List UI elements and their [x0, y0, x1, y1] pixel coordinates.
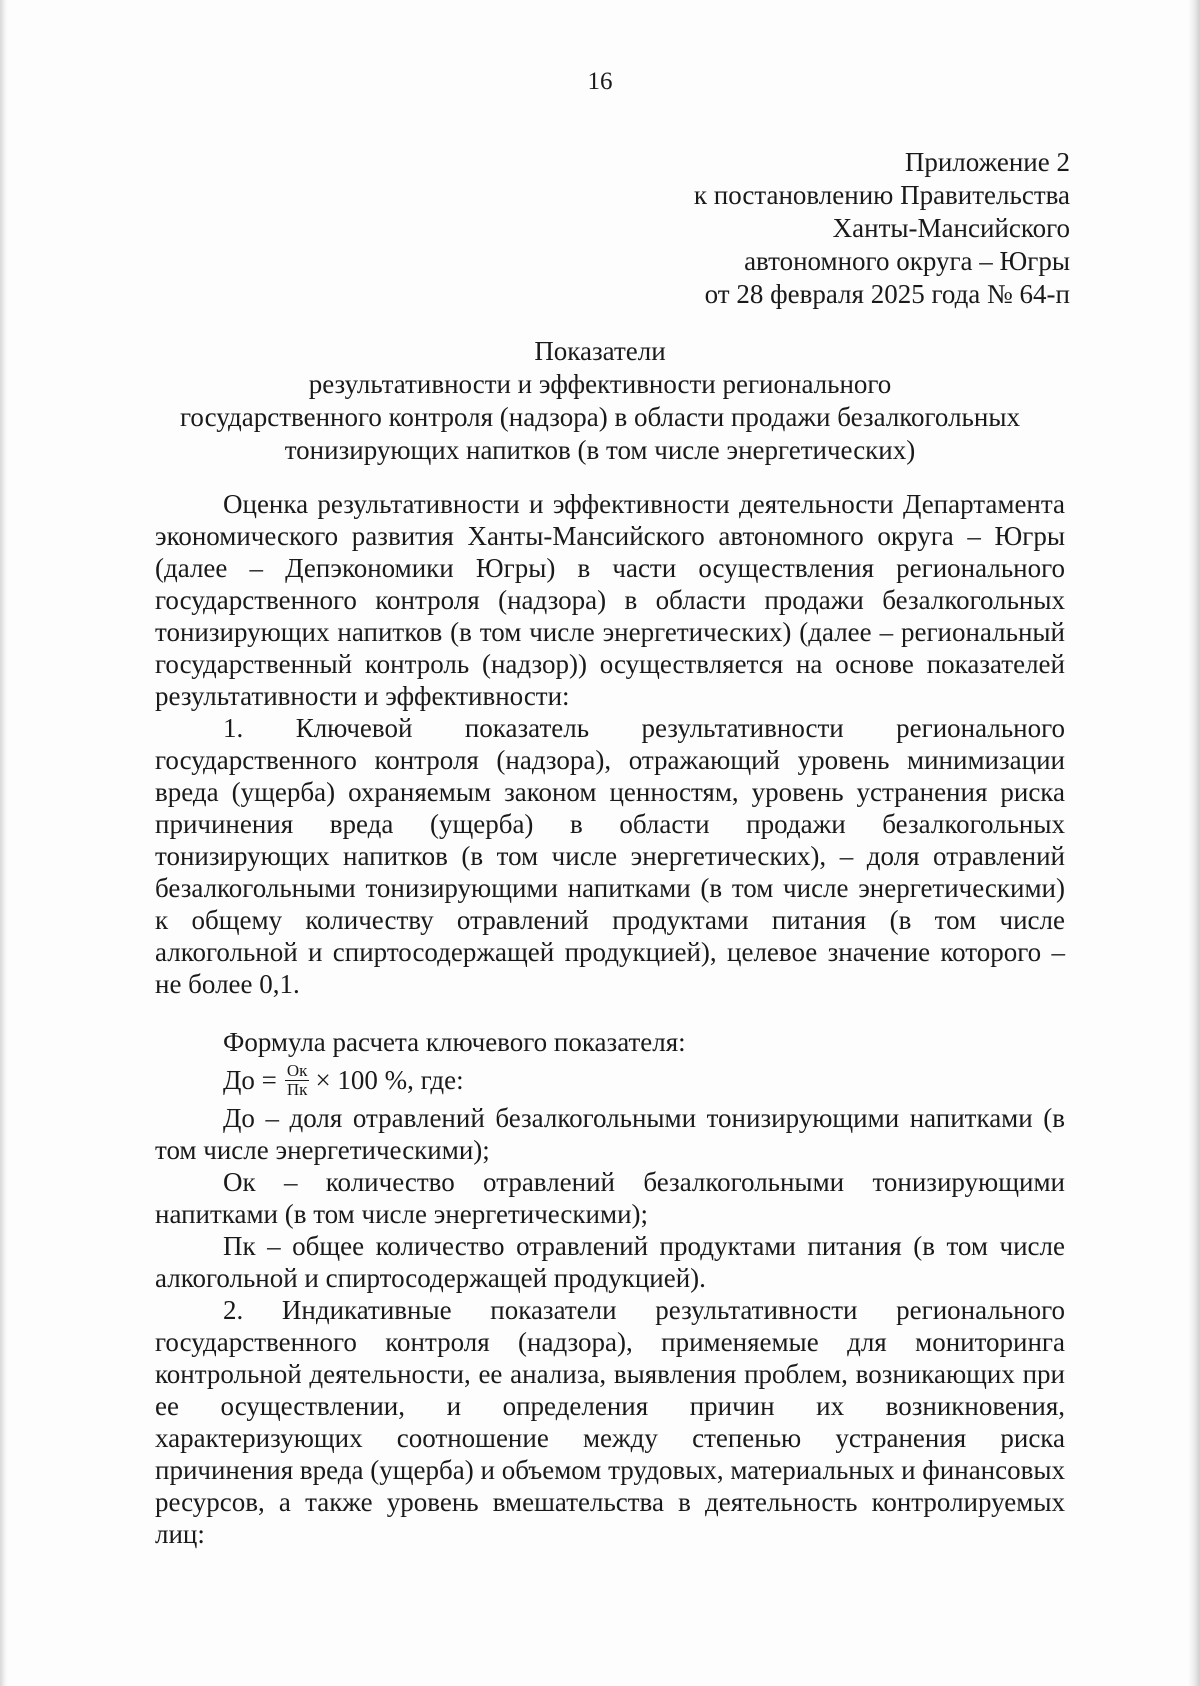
formula-denominator: Пк — [286, 1079, 308, 1099]
definition-do: До – доля отравлений безалкогольными тонизирующими напитками (в том числе энергетическими); — [155, 1103, 1065, 1165]
appendix-line: от 28 февраля 2025 года № 64-п — [704, 279, 1070, 309]
page-number: 16 — [587, 68, 613, 95]
formula-lhs: До = — [223, 1065, 277, 1095]
title-line: тонизирующих напитков (в том числе энергетических) — [284, 435, 916, 465]
intro-paragraph: Оценка результативности и эффективности деятельности Департамента экономического развития Ханты-Мансийского автономного округа – Югры (далее – Депэкономики Югры) в части осуществления регионального государственного контроля (надзора) в области продажи безалкогольных тонизирующих напитков (в том числе энергетических) (далее – региональный государственный контроль (надзор)) осуществляется на основе показателей результативности и эффективности: — [155, 489, 1065, 711]
definition-pk: Пк – общее количество отравлений продуктами питания (в том числе алкогольной и спиртосодержащей продукцией). — [155, 1231, 1065, 1293]
appendix-block — [550, 146, 1070, 311]
title-line: государственного контроля (надзора) в области продажи безалкогольных — [180, 402, 1020, 432]
item-2-paragraph: 2. Индикативные показатели результативности регионального государственного контроля (надзора), применяемые для мониторинга контрольной деятельности, ее анализа, выявления проблем, возникающих при ее осуществлении, и определения причин их возникновения, характеризующих соотношение между степенью устранения риска причинения вреда (ущерба) и объемом трудовых, материальных и финансовых ресурсов, а также уровень вмешательства в деятельность контролируемых лиц: — [155, 1295, 1065, 1549]
appendix-line: к постановлению Правительства — [693, 180, 1070, 210]
scan-edge-right — [1188, 0, 1200, 1686]
appendix-line: Приложение 2 — [904, 147, 1070, 177]
paragraph-gap — [155, 1000, 1065, 1026]
formula-rhs: × 100 %, где: — [315, 1065, 464, 1095]
title-line: результативности и эффективности регионального — [308, 369, 892, 399]
document-title — [140, 335, 1060, 467]
formula-heading: Формула расчета ключевого показателя: — [223, 1027, 686, 1057]
appendix-line: автономного округа – Югры — [744, 246, 1070, 276]
document-body — [155, 488, 1065, 1550]
formula — [155, 1058, 1065, 1102]
item-1-paragraph: 1. Ключевой показатель результативности регионального государственного контроля (надзора), отражающий уровень минимизации вреда (ущерба) охраняемым законом ценностям, уровень устранения риска причинения вреда (ущерба) в области продажи безалкогольных тонизирующих напитков (в том числе энергетических), – доля отравлений безалкогольными тонизирующими напитками (в том числе энергетическими) к общему количеству отравлений продуктами питания (в том числе алкогольной и спиртосодержащей продукцией), целевое значение которого – не более 0,1. — [155, 713, 1065, 999]
formula-numerator: Ок — [286, 1060, 308, 1080]
title-line: Показатели — [534, 336, 666, 366]
appendix-line: Ханты-Мансийского — [832, 213, 1070, 243]
formula-fraction — [285, 1062, 310, 1099]
scan-edge-left — [0, 0, 8, 1686]
definition-ok: Ок – количество отравлений безалкогольными тонизирующими напитками (в том числе энергетическими); — [155, 1167, 1065, 1229]
